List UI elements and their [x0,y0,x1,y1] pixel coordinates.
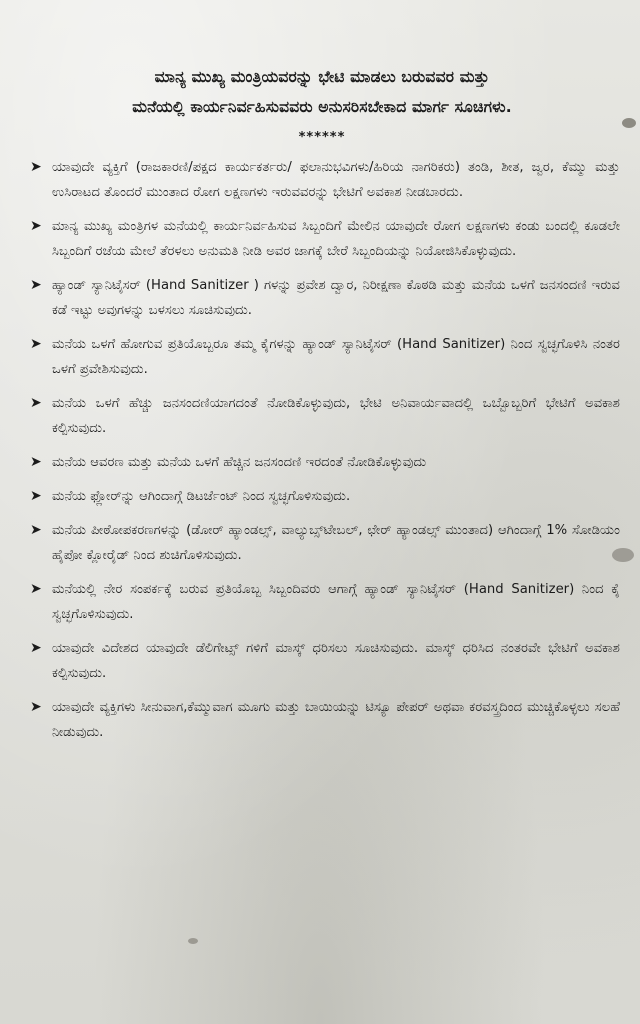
guideline-item [24,391,620,441]
arrow-bullet-icon: ➤ [30,395,42,411]
ink-smudge [622,118,636,128]
guideline-item [24,450,620,475]
arrow-bullet-icon: ➤ [30,699,42,715]
guideline-text: ಮನೆಯ ಪೀಠೋಪಕರಣಗಳನ್ನು (ಡೋರ್ ಹ್ಯಾಂಡಲ್ಸ್, ವಾಲ್ಯುಬ್ಸ್‌ಟೇಬಲ್, ಛೇರ್ ಹ್ಯಾಂಡಲ್ಸ್ ಮುಂತಾದ) ಆಗಿಂದಾಗ್ಗೆ 1% ಸೋಡಿಯಂ ಹೈಪೋ ಕ್ಲೋರೈಡ್ ನಿಂದ ಶುಚಿಗೊಳಿಸುವುದು. [52,523,620,563]
arrow-bullet-icon: ➤ [30,277,42,293]
arrow-bullet-icon: ➤ [30,488,42,504]
guideline-item [24,273,620,323]
arrow-bullet-icon: ➤ [30,336,42,352]
guideline-text: ಮನೆಯಲ್ಲಿ ನೇರ ಸಂಪರ್ಕಕ್ಕೆ ಬರುವ ಪ್ರತಿಯೊಬ್ಬ ಸಿಬ್ಬಂದಿವರು ಆಗಾಗ್ಗೆ ಹ್ಯಾಂಡ್ ಸ್ಯಾನಿಟೈಸರ್ (Hand Sanitizer) ನಿಂದ ಕೈ ಸ್ವಚ್ಛಗೊಳಿಸುವುದು. [52,582,620,622]
guideline-item [24,518,620,568]
guideline-item [24,695,620,745]
guideline-text: ಮನೆಯ ಆವರಣ ಮತ್ತು ಮನೆಯ ಒಳಗೆ ಹೆಚ್ಚಿನ ಜನಸಂದಣಿ ಇರದಂತೆ ನೋಡಿಕೊಳ್ಳುವುದು [52,455,427,470]
document-title-line-2: ಮನೆಯಲ್ಲಿ ಕಾರ್ಯನಿರ್ವಹಿಸುವವರು ಅನುಸರಿಸಬೇಕಾದ ಮಾರ್ಗ ಸೂಚಿಗಳು. [132,98,512,116]
guideline-text: ಮಾನ್ಯ ಮುಖ್ಯ ಮಂತ್ರಿಗಳ ಮನೆಯಲ್ಲಿ ಕಾರ್ಯನಿರ್ವಹಿಸುವ ಸಿಬ್ಬಂದಿಗೆ ಮೇಲಿನ ಯಾವುದೇ ರೋಗ ಲಕ್ಷಣಗಳು ಕಂಡು ಬಂದಲ್ಲಿ ಕೂಡಲೇ ಸಿಬ್ಬಂದಿಗೆ ರಜೆಯ ಮೇಲೆ ತೆರಳಲು ಅನುಮತಿ ನೀಡಿ ಅವರ ಜಾಗಕ್ಕೆ ಬೇರೆ ಸಿಬ್ಬಂದಿಯನ್ನು ನಿಯೋಜಿಸಿಕೊಳ್ಳುವುದು. [52,219,620,259]
guideline-list [24,155,620,745]
guideline-text: ಮನೆಯ ಫ್ಲೋರ್‌ನ್ನು ಆಗಿಂದಾಗ್ಗೆ ಡಿಟರ್ಜೆಂಟ್ ನಿಂದ ಸ್ವಚ್ಛಗೊಳಿಸುವುದು. [52,489,351,504]
guideline-item [24,484,620,509]
guideline-item [24,332,620,382]
guideline-text: ಯಾವುದೇ ವಿದೇಶದ ಯಾವುದೇ ಡೆಲಿಗೇಟ್ಸ್ ಗಳಿಗೆ ಮಾಸ್ಕ್ ಧರಿಸಲು ಸೂಚಿಸುವುದು. ಮಾಸ್ಕ್ ಧರಿಸಿದ ನಂತರವೇ ಭೇಟಿಗೆ ಅವಕಾಶ ಕಲ್ಪಿಸುವುದು. [52,641,620,681]
arrow-bullet-icon: ➤ [30,454,42,470]
arrow-bullet-icon: ➤ [30,159,42,175]
guideline-text: ಮನೆಯ ಒಳಗೆ ಹೆಚ್ಚು ಜನಸಂದಣಿಯಾಗದಂತೆ ನೋಡಿಕೊಳ್ಳುವುದು, ಭೇಟಿ ಅನಿವಾರ್ಯವಾದಲ್ಲಿ ಒಬ್ಬೊಬ್ಬರಿಗೆ ಭೇಟಿಗೆ ಅವಕಾಶ ಕಲ್ಪಿಸುವುದು. [52,396,620,436]
ink-smudge [188,938,198,944]
guideline-item [24,577,620,627]
guideline-text: ಹ್ಯಾಂಡ್ ಸ್ಯಾನಿಟೈಸರ್ (Hand Sanitizer ) ಗಳನ್ನು ಪ್ರವೇಶ ದ್ವಾರ, ನಿರೀಕ್ಷಣಾ ಕೊಠಡಿ ಮತ್ತು ಮನೆಯ ಒಳಗೆ ಜನಸಂದಣಿ ಇರುವ ಕಡೆ ಇಟ್ಟು ಅವುಗಳನ್ನು ಬಳಸಲು ಸೂಚಿಸುವುದು. [52,278,620,318]
guideline-text: ಮನೆಯ ಒಳಗೆ ಹೋಗುವ ಪ್ರತಿಯೊಬ್ಬರೂ ತಮ್ಮ ಕೈಗಳನ್ನು ಹ್ಯಾಂಡ್ ಸ್ಯಾನಿಟೈಸರ್ (Hand Sanitizer) ನಿಂದ ಸ್ವಚ್ಛಗೊಳಿಸಿ ನಂತರ ಒಳಗೆ ಪ್ರವೇಶಿಸುವುದು. [52,337,620,377]
arrow-bullet-icon: ➤ [30,218,42,234]
arrow-bullet-icon: ➤ [30,522,42,538]
guideline-item [24,636,620,686]
document-title-line-1: ಮಾನ್ಯ ಮುಖ್ಯ ಮಂತ್ರಿಯವರನ್ನು ಭೇಟಿ ಮಾಡಲು ಬರುವವರ ಮತ್ತು [154,68,490,86]
arrow-bullet-icon: ➤ [30,581,42,597]
ink-smudge [612,548,634,562]
guideline-item [24,214,620,264]
separator: ****** [298,130,346,145]
arrow-bullet-icon: ➤ [30,640,42,656]
guideline-text: ಯಾವುದೇ ವ್ಯಕ್ತಿಗೆ (ರಾಜಕಾರಣಿ/ಪಕ್ಷದ ಕಾರ್ಯಕರ್ತರು/ ಫಲಾನುಭವಿಗಳು/ಹಿರಿಯ ನಾಗರಿಕರು) ತಂಡಿ, ಶೀತ, ಜ್ವರ, ಕೆಮ್ಮು ಮತ್ತು ಉಸಿರಾಟದ ತೊಂದರೆ ಮುಂತಾದ ರೋಗ ಲಕ್ಷಣಗಳು ಇರುವವರನ್ನು ಭೇಟಿಗೆ ಅವಕಾಶ ನೀಡಬಾರದು. [52,160,620,200]
guideline-text: ಯಾವುದೇ ವ್ಯಕ್ತಿಗಳು ಸೀನುವಾಗ,ಕೆಮ್ಮುವಾಗ ಮೂಗು ಮತ್ತು ಬಾಯಿಯನ್ನು ಟಿಸ್ಯೂ ಪೇಪರ್ ಅಥವಾ ಕರವಸ್ತ್ರದಿಂದ ಮುಚ್ಚಿಕೊಳ್ಳಲು ಸಲಹೆ ನೀಡುವುದು. [52,700,620,740]
guideline-item [24,155,620,205]
